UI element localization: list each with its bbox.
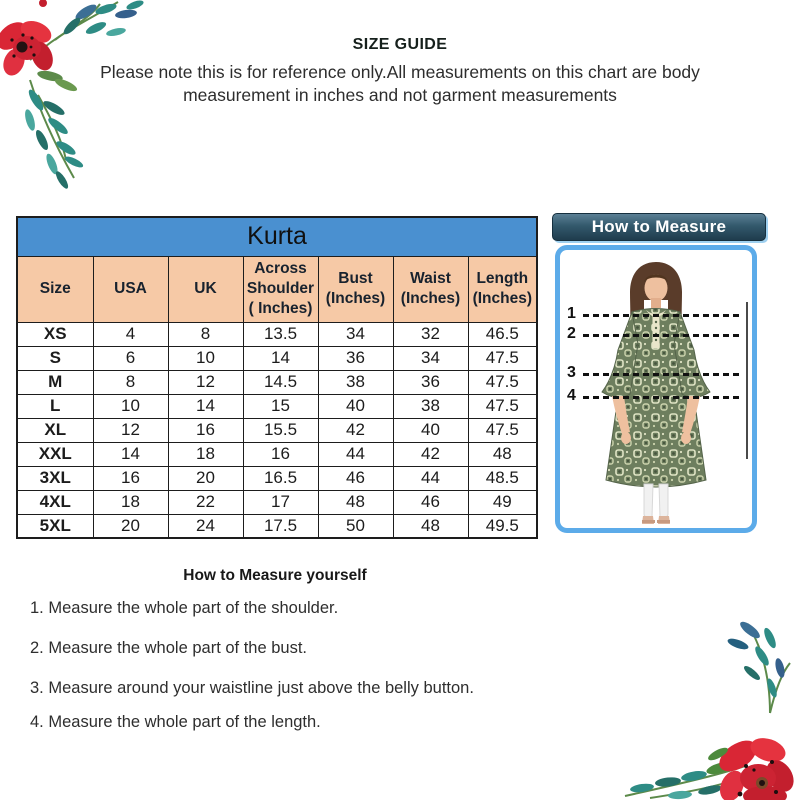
table-cell: 42 bbox=[318, 418, 393, 442]
table-cell: 38 bbox=[393, 394, 468, 418]
table-cell: 44 bbox=[318, 442, 393, 466]
instructions-title: How to Measure yourself bbox=[183, 567, 367, 584]
table-cell: 36 bbox=[318, 346, 393, 370]
note-line-1: Please note this is for reference only.All measurements on this chart are body bbox=[100, 62, 700, 82]
table-cell: 20 bbox=[168, 466, 243, 490]
table-cell: 40 bbox=[318, 394, 393, 418]
how-to-measure-box bbox=[555, 245, 757, 533]
table-cell: M bbox=[17, 370, 93, 394]
reference-note bbox=[0, 61, 800, 106]
table-cell: 14 bbox=[168, 394, 243, 418]
table-cell: 46.5 bbox=[468, 322, 537, 346]
table-cell: 17.5 bbox=[243, 514, 318, 538]
table-row bbox=[17, 466, 537, 490]
table-cell: 48.5 bbox=[468, 466, 537, 490]
table-cell: 8 bbox=[168, 322, 243, 346]
table-cell: 14.5 bbox=[243, 370, 318, 394]
table-cell: 46 bbox=[393, 490, 468, 514]
page-title: SIZE GUIDE bbox=[352, 36, 448, 53]
column-header-uk: UK bbox=[168, 256, 243, 322]
table-cell: 20 bbox=[93, 514, 168, 538]
table-cell: 6 bbox=[93, 346, 168, 370]
table-row bbox=[17, 490, 537, 514]
table-cell: 22 bbox=[168, 490, 243, 514]
table-cell: 16 bbox=[168, 418, 243, 442]
table-cell: 18 bbox=[93, 490, 168, 514]
measure-line-shoulder bbox=[583, 314, 740, 317]
red-flower bbox=[706, 734, 799, 800]
table-cell: 50 bbox=[318, 514, 393, 538]
measure-marker-3: 3 bbox=[567, 364, 576, 381]
instruction-item: 4. Measure the whole part of the length. bbox=[30, 713, 321, 731]
table-cell: 36 bbox=[393, 370, 468, 394]
table-cell: 10 bbox=[93, 394, 168, 418]
table-cell: 24 bbox=[168, 514, 243, 538]
table-header-row bbox=[17, 256, 537, 322]
table-cell: XXL bbox=[17, 442, 93, 466]
column-header-across-shoulder: Across Shoulder ( Inches) bbox=[243, 256, 318, 322]
table-cell: 47.5 bbox=[468, 394, 537, 418]
floral-decoration-top-left-icon bbox=[0, 0, 175, 225]
table-cell: 44 bbox=[393, 466, 468, 490]
table-title: Kurta bbox=[17, 217, 537, 256]
table-cell: 8 bbox=[93, 370, 168, 394]
measure-marker-1: 1 bbox=[567, 305, 576, 322]
table-cell: 48 bbox=[468, 442, 537, 466]
table-cell: 34 bbox=[318, 322, 393, 346]
table-cell: 12 bbox=[93, 418, 168, 442]
table-row bbox=[17, 418, 537, 442]
table-cell: 48 bbox=[393, 514, 468, 538]
table-cell: L bbox=[17, 394, 93, 418]
table-cell: 49 bbox=[468, 490, 537, 514]
table-row bbox=[17, 370, 537, 394]
table-row bbox=[17, 514, 537, 538]
table-cell: 38 bbox=[318, 370, 393, 394]
table-row bbox=[17, 394, 537, 418]
table-cell: 34 bbox=[393, 346, 468, 370]
column-header-usa: USA bbox=[93, 256, 168, 322]
model-photo bbox=[560, 250, 752, 528]
length-vertical-line bbox=[746, 302, 748, 459]
instruction-item: 2. Measure the whole part of the bust. bbox=[30, 639, 307, 657]
measure-marker-4: 4 bbox=[567, 387, 576, 404]
table-cell: 10 bbox=[168, 346, 243, 370]
table-cell: 14 bbox=[93, 442, 168, 466]
table-cell: XS bbox=[17, 322, 93, 346]
instruction-item: 3. Measure around your waistline just above the belly button. bbox=[30, 679, 474, 697]
floral-decoration-bottom-right-icon bbox=[620, 618, 800, 800]
column-header-bust: Bust (Inches) bbox=[318, 256, 393, 322]
measure-marker-2: 2 bbox=[567, 325, 576, 342]
table-cell: 13.5 bbox=[243, 322, 318, 346]
measure-line-waist bbox=[583, 373, 740, 376]
table-cell: 48 bbox=[318, 490, 393, 514]
table-cell: 32 bbox=[393, 322, 468, 346]
column-header-waist: Waist (Inches) bbox=[393, 256, 468, 322]
table-cell: 5XL bbox=[17, 514, 93, 538]
table-cell: 16 bbox=[243, 442, 318, 466]
table-cell: 16 bbox=[93, 466, 168, 490]
how-to-measure-header: How to Measure bbox=[552, 213, 766, 241]
table-cell: 46 bbox=[318, 466, 393, 490]
table-cell: XL bbox=[17, 418, 93, 442]
table-cell: S bbox=[17, 346, 93, 370]
measure-line-length bbox=[583, 396, 740, 399]
table-cell: 15.5 bbox=[243, 418, 318, 442]
table-cell: 47.5 bbox=[468, 346, 537, 370]
table-cell: 4XL bbox=[17, 490, 93, 514]
column-header-size: Size bbox=[17, 256, 93, 322]
table-cell: 3XL bbox=[17, 466, 93, 490]
table-cell: 47.5 bbox=[468, 370, 537, 394]
table-row bbox=[17, 442, 537, 466]
note-line-2: measurement in inches and not garment measurements bbox=[183, 84, 617, 105]
table-cell: 18 bbox=[168, 442, 243, 466]
table-row bbox=[17, 322, 537, 346]
instruction-item: 1. Measure the whole part of the shoulder. bbox=[30, 599, 339, 617]
table-row bbox=[17, 346, 537, 370]
table-cell: 17 bbox=[243, 490, 318, 514]
table-cell: 15 bbox=[243, 394, 318, 418]
table-cell: 47.5 bbox=[468, 418, 537, 442]
column-header-length: Length (Inches) bbox=[468, 256, 537, 322]
table-cell: 42 bbox=[393, 442, 468, 466]
table-cell: 14 bbox=[243, 346, 318, 370]
size-guide-table bbox=[16, 216, 538, 539]
table-cell: 16.5 bbox=[243, 466, 318, 490]
table-cell: 4 bbox=[93, 322, 168, 346]
table-cell: 12 bbox=[168, 370, 243, 394]
measure-line-bust bbox=[583, 334, 740, 337]
table-cell: 40 bbox=[393, 418, 468, 442]
table-cell: 49.5 bbox=[468, 514, 537, 538]
